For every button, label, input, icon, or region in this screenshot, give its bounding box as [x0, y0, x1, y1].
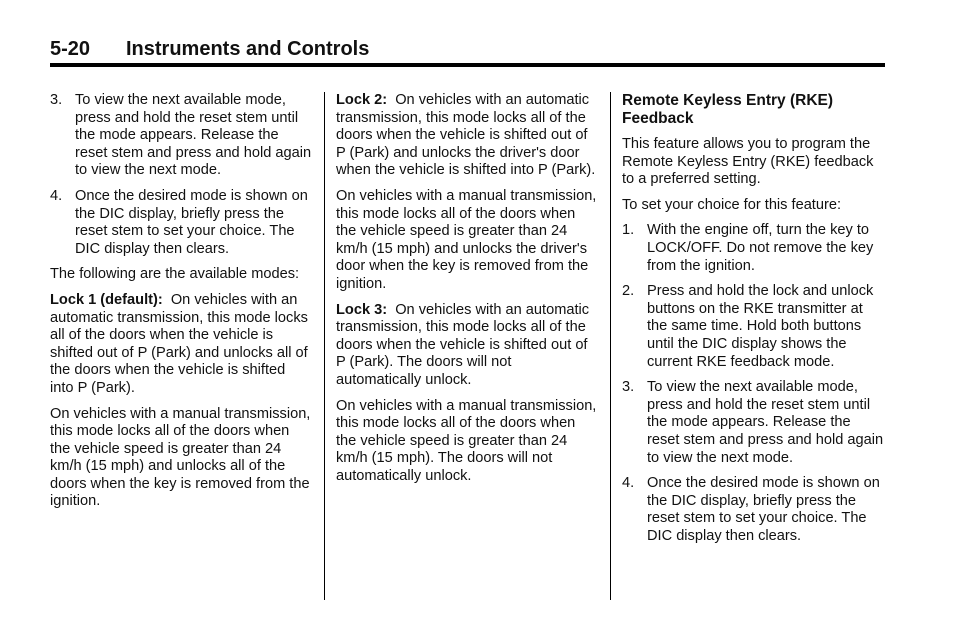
- lock1-paragraph: [50, 292, 312, 398]
- lock3-manual-paragraph: On vehicles with a manual transmission, this mode locks all of the doors when the vehicle speed is greater than 24 km/h (15 mph). The doors will not automatically unlock.: [336, 397, 597, 484]
- item-text: Press and hold the lock and unlock buttons on the RKE transmitter at the same time. Hold both buttons until the DIC display shows the current RKE feedback mode.: [647, 283, 874, 370]
- header-rule: [50, 63, 885, 67]
- column-right: [622, 92, 886, 553]
- item-text: Once the desired mode is shown on the DIC display, briefly press the reset stem to set your choice. The DIC display then clears.: [75, 187, 308, 257]
- lock2-paragraph: [336, 92, 598, 180]
- page-header: [50, 38, 885, 66]
- modes-intro: The following are the available modes:: [50, 266, 300, 283]
- list-item: [50, 188, 312, 258]
- item-number: 4.: [50, 187, 63, 204]
- rke-setup: To set your choice for this feature:: [622, 196, 842, 213]
- lock1-manual-paragraph: On vehicles with a manual transmission, this mode locks all of the doors when the vehicle speed is greater than 24 km/h (15 mph) and unlocks all of the doors when the key is removed from the ignition.: [50, 405, 311, 510]
- item-text: To view the next available mode, press and hold the reset stem until the mode appears. Release the reset stem and press and hold again to view the next mode.: [647, 379, 884, 466]
- rke-heading: Remote Keyless Entry (RKE) Feedback: [622, 92, 834, 127]
- column-divider: [324, 92, 325, 600]
- item-number: 2.: [622, 283, 635, 300]
- item-text: To view the next available mode, press and hold the reset stem until the mode appears. Release the reset stem and press and hold again to view the next mode.: [75, 92, 312, 179]
- lock2-manual-paragraph: On vehicles with a manual transmission, this mode locks all of the doors when the vehicle speed is greater than 24 km/h (15 mph) and unlocks the driver's door when the key is removed from the ignition.: [336, 187, 597, 292]
- lock3-paragraph: [336, 302, 598, 390]
- item-text: Once the desired mode is shown on the DIC display, briefly press the reset stem to set your choice. The DIC display then clears.: [647, 475, 880, 544]
- page-number: 5-20: [50, 38, 91, 60]
- item-text: With the engine off, turn the key to LOCK/OFF. Do not remove the key from the ignition.: [647, 222, 874, 274]
- list-item: [622, 379, 886, 467]
- section-title: Instruments and Controls: [126, 38, 370, 60]
- column-left: [50, 92, 312, 519]
- lock1-text: On vehicles with an automatic transmission, this mode locks all of the doors when the vehicle is shifted out of P (Park) and unlocks all of the doors when the vehicle is shifted into P (Park).: [50, 291, 308, 396]
- column-middle: [336, 92, 598, 493]
- lock3-text: On vehicles with an automatic transmission, this mode locks all of the doors when the vehicle is shifted out of P (Park). The doors will not automatically unlock.: [336, 301, 590, 388]
- item-number: 4.: [622, 475, 635, 492]
- lock2-text: On vehicles with an automatic transmission, this mode locks all of the doors when the vehicle is shifted out of P (Park) and unlocks the driver's door when the vehicle is shifted into P (Park).: [336, 92, 596, 179]
- lock2-label: Lock 2:: [336, 92, 388, 108]
- column-divider: [610, 92, 611, 600]
- item-number: 1.: [622, 222, 635, 239]
- rke-intro: This feature allows you to program the Remote Keyless Entry (RKE) feedback to a preferred setting.: [622, 136, 874, 188]
- lock1-label: Lock 1 (default):: [50, 291, 163, 308]
- list-item: [622, 222, 886, 275]
- list-item: [622, 283, 886, 371]
- item-number: 3.: [50, 92, 63, 108]
- list-item: [50, 92, 312, 180]
- lock3-label: Lock 3:: [336, 301, 388, 318]
- item-number: 3.: [622, 379, 635, 396]
- list-item: [622, 475, 886, 545]
